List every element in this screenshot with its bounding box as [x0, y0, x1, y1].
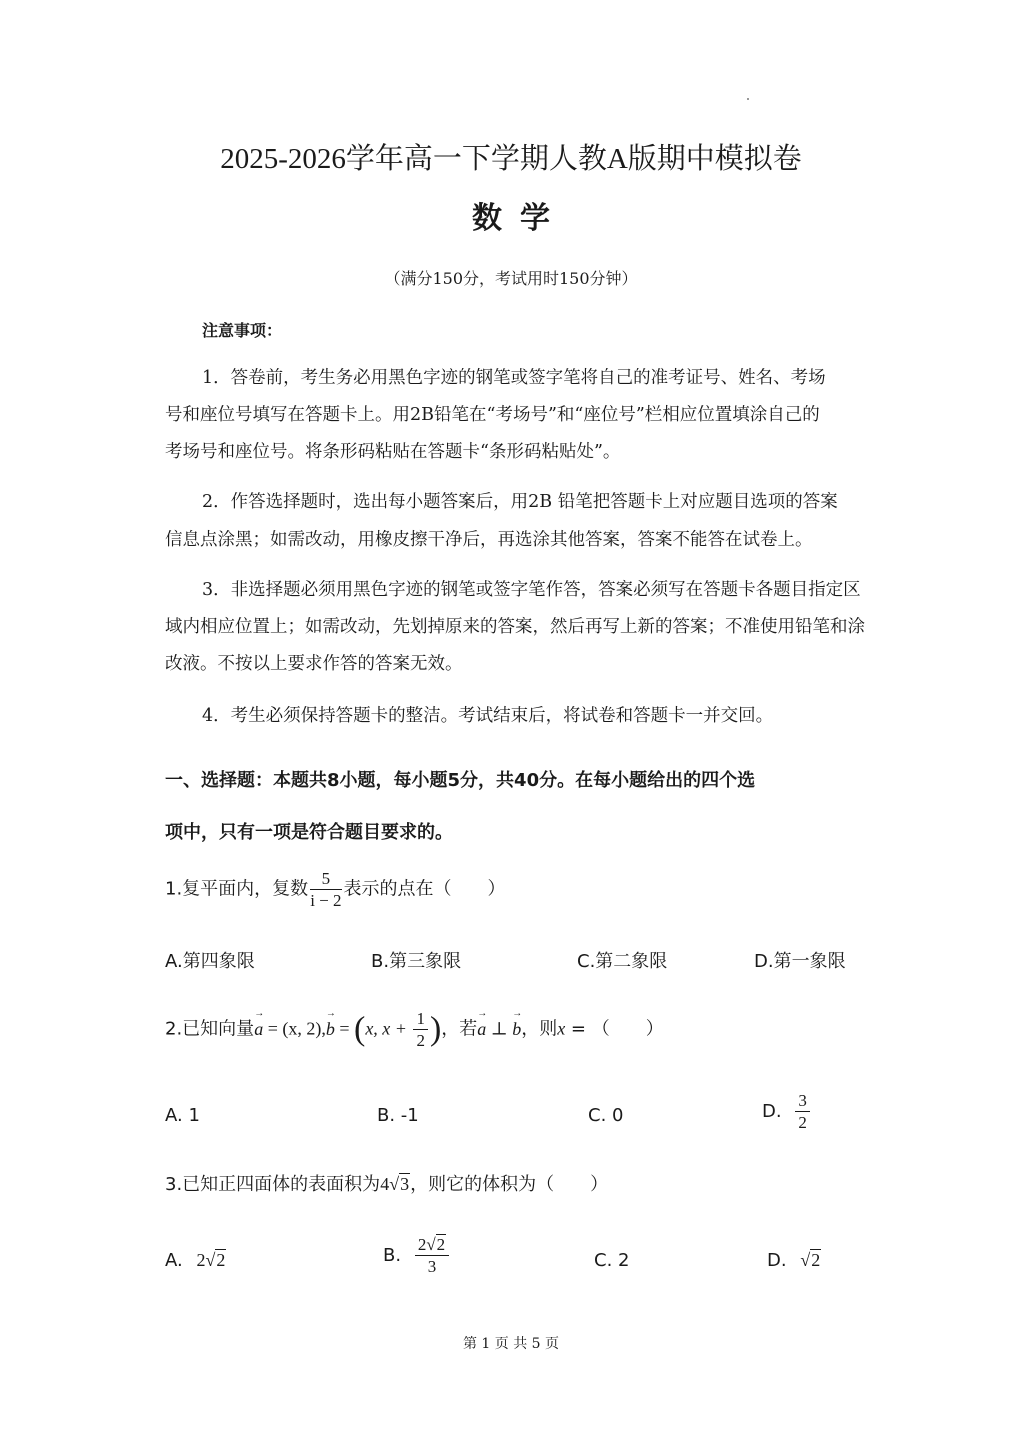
vector-a: → a [254, 1019, 263, 1040]
question-3-option-d-radicand: 2 [811, 1250, 821, 1270]
question-3-option-b-numerator-coefficient: 2 [417, 1235, 427, 1254]
question-1-suffix: 表示的点在（ ） [343, 878, 506, 900]
question-2-mid: ，若 [441, 1018, 478, 1040]
question-3-area-radicand: 3 [400, 1174, 410, 1194]
exam-title: 2025-2026学年高一下学期人教A版期中模拟卷 [220, 143, 802, 175]
notice-item-3-line-1: 3．非选择题必须用黑色字迹的钢笔或签字笔作答，答案必须写在答题卡各题目指定区 [202, 580, 861, 600]
question-3-area-coefficient: 4 [380, 1174, 390, 1194]
notice-item-2-line-1: 2．作答选择题时，选出每小题答案后，用2B 铅笔把答题卡上对应题目选项的答案 [202, 492, 838, 512]
question-3-option-b-numerator: 2√2 [415, 1236, 449, 1256]
vector-b-components: x, x + [365, 1018, 412, 1039]
exam-subject: 数学 [472, 201, 568, 236]
vector-a-expression: = (x, 2), [263, 1018, 326, 1039]
question-2-option-d-label: D. [762, 1101, 782, 1122]
notice-item-4-line-1: 4．考生必须保持答题卡的整洁。考试结束后，将试卷和答题卡一并交回。 [202, 706, 774, 726]
page-footer: 第 1 页 共 5 页 [462, 1336, 560, 1352]
question-2-fraction-numerator: 1 [413, 1010, 428, 1030]
question-2-option-a: A. 1 [165, 1105, 200, 1126]
scan-speck [747, 98, 749, 100]
vector-b-equals: = [334, 1018, 354, 1039]
question-3-option-b-fraction [415, 1236, 449, 1275]
question-3-option-a-radicand: 2 [216, 1250, 226, 1270]
question-2-option-d-fraction [795, 1092, 810, 1131]
question-2-tail: ，则 [521, 1018, 558, 1040]
question-2-fraction [413, 1010, 428, 1049]
vector-b: → b [326, 1019, 335, 1040]
question-1-option-b: B.第三象限 [371, 951, 462, 972]
vector-b-2: → b [512, 1019, 521, 1040]
section-1-heading-line-2: 项中，只有一项是符合题目要求的。 [165, 822, 453, 843]
question-3-option-b-numerator-radicand: 2 [436, 1235, 446, 1254]
notice-item-2-line-2: 信息点涂黑；如需改动，用橡皮擦干净后，再选涂其他答案，答案不能答在试卷上。 [165, 530, 813, 550]
question-2-fraction-denominator: 2 [416, 1031, 425, 1050]
question-3 [165, 1170, 608, 1196]
question-3-suffix: ，则它的体积为（ ） [410, 1174, 609, 1195]
question-1-prefix: 1.复平面内，复数 [165, 878, 309, 900]
question-1-option-d: D.第一象限 [754, 951, 846, 972]
question-1-fraction-numerator: 5 [310, 870, 341, 890]
question-3-option-a-value: 2√2 [196, 1250, 226, 1270]
question-3-option-c: C. 2 [594, 1250, 630, 1271]
question-2-option-d [762, 1092, 812, 1131]
question-1-fraction-denominator: i − 2 [310, 891, 342, 910]
question-1-fraction [310, 870, 341, 909]
question-2-option-c: C. 0 [588, 1105, 624, 1126]
notice-item-1-line-2: 号和座位号填写在答题卡上。用2B铅笔在“考场号”和“座位号”栏相应位置填涂自己的 [165, 405, 820, 425]
question-3-option-d-label: D. [767, 1250, 787, 1271]
question-2-variable: x [557, 1018, 566, 1039]
question-2-prefix: 2.已知向量 [165, 1018, 255, 1040]
notice-heading: 注意事项： [202, 321, 283, 340]
notice-item-3-line-3: 改液。不按以上要求作答的答案无效。 [165, 654, 463, 674]
question-1 [165, 870, 506, 909]
section-1-heading-line-1: 一、选择题：本题共8小题，每小题5分，共40分。在每小题给出的四个选 [165, 770, 756, 791]
perpendicular-symbol: ⊥ [486, 1018, 513, 1039]
question-3-option-b-label: B. [383, 1245, 402, 1266]
question-2-option-d-denominator: 2 [798, 1113, 807, 1132]
question-3-option-b-denominator: 3 [427, 1257, 437, 1276]
question-3-area: 4√3 [380, 1174, 410, 1194]
score-note: （满分150分，考试用时150分钟） [384, 269, 638, 288]
vector-a-2: → a [477, 1019, 486, 1040]
question-3-prefix: 3.已知正四面体的表面积为 [165, 1174, 381, 1195]
notice-item-1-line-1: 1．答卷前，考生务必用黑色字迹的钢笔或签字笔将自己的准考证号、姓名、考场 [202, 368, 826, 388]
right-paren: ) [429, 1010, 442, 1048]
question-2-option-d-numerator: 3 [795, 1092, 810, 1112]
question-1-option-c: C.第二象限 [577, 951, 668, 972]
question-3-option-d [767, 1250, 821, 1271]
question-3-option-a [165, 1250, 226, 1271]
question-3-option-a-label: A. [165, 1250, 183, 1271]
question-3-option-d-value: √2 [800, 1250, 821, 1270]
question-2 [165, 1010, 664, 1049]
question-3-option-b [383, 1236, 451, 1275]
question-2-option-b: B. -1 [377, 1105, 419, 1126]
question-1-option-a: A.第四象限 [165, 951, 255, 972]
notice-item-3-line-2: 域内相应位置上；如需改动，先划掉原来的答案，然后再写上新的答案；不准使用铅笔和涂 [165, 617, 865, 637]
left-paren: ( [353, 1010, 366, 1048]
question-2-blank: = （ ） [565, 1018, 664, 1040]
notice-item-1-line-3: 考场号和座位号。将条形码粘贴在答题卡“条形码粘贴处”。 [165, 442, 621, 462]
question-3-option-a-coefficient: 2 [196, 1250, 206, 1270]
